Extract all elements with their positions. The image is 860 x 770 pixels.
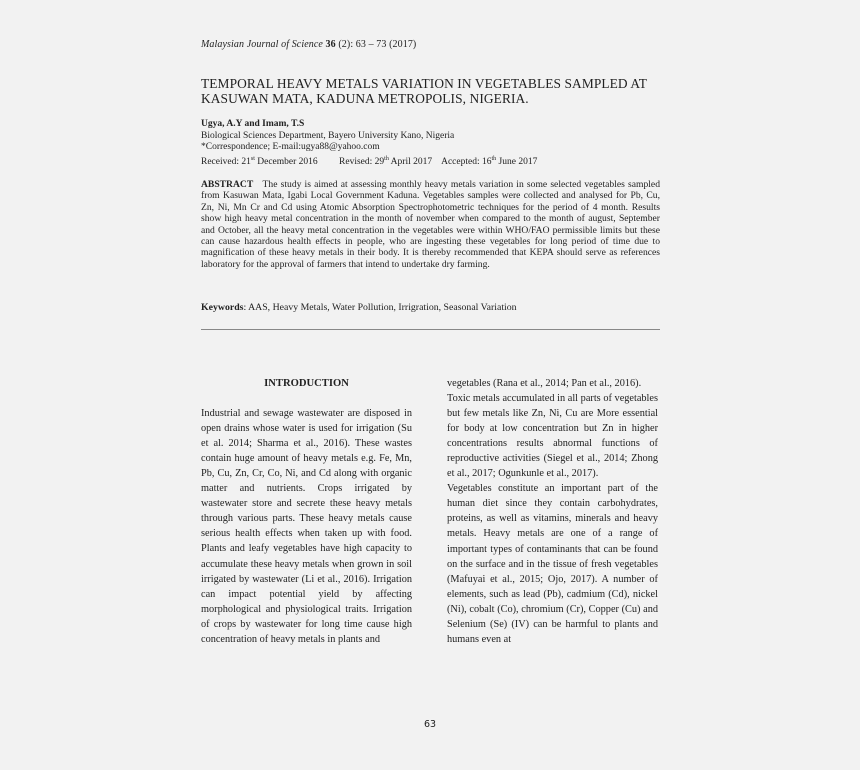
paper-title: TEMPORAL HEAVY METALS VARIATION IN VEGETABLES SAMPLED AT KASUWAN MATA, KADUNA METROPOLIS, NIGERIA.	[201, 76, 647, 106]
intro-paragraph-continued: vegetables (Rana et al., 2014; Pan et al., 2016).	[447, 378, 642, 389]
journal-issue-pages: (2): 63 – 73 (2017)	[338, 39, 417, 50]
page-number: 63	[424, 719, 437, 730]
journal-name: Malaysian Journal of Science	[201, 39, 323, 50]
abstract-text: The study is aimed at assessing monthly heavy metals variation in some selected vegetables sampled from Kasuwan Mata, Igabi Local Government Kaduna. Vegetables samples were collected and analysed for Pb, Cu, Zn, Ni, Mn Cr and Cd using Atomic Absorption Spectrophotometric techniques for the period of 4 month. Results show high heavy metal concentration in the month of november when compared to the month of august, September and October, all the heavy metal concentration in the vegetables were within WHO/FAO permissible limits but these can cause hazardous health effects in people, who are ingesting these vegetables for long period of time due to magnification of these heavy metals in their body. It is thereby recommended that KEPA should serve as references laboratory for the approval of farmers that intend to undertake dry farming.	[201, 179, 660, 270]
abstract-label: ABSTRACT	[201, 179, 254, 190]
section-heading: INTRODUCTION	[264, 378, 349, 389]
author-affiliation: Biological Sciences Department, Bayero University Kano, Nigeria	[201, 130, 455, 141]
intro-paragraph-1: Industrial and sewage wastewater are disposed in open drains whose water is used for irrigation (Su et al. 2014; Sharma et al., 2016). These wastes contain huge amount of heavy metals e.g. Fe, Mn, Pb, Cu, Zn, Cr, Co, Ni, and Cd along with organic matter and nutrients. Crops irrigated by wastewater store and secrete these heavy metals through various parts. These heavy metals cause serious health effects when taken up with food. Plants and leafy vegetables have high capacity to accumulate these heavy metals when grown in soil irrigated by wastewater (Li et al., 2016). Irrigation can impact potential yield by affecting morphological and physiological traits. Irrigation of crops by wastewater for long time cause high concentration of heavy metals in plants and	[201, 408, 412, 645]
right-column	[447, 376, 658, 647]
accepted-date: Accepted: 16th June 2017	[441, 155, 538, 167]
author-names: Ugya, A.Y and Imam, T.S	[201, 119, 305, 129]
journal-citation	[201, 39, 416, 50]
dates-line	[201, 154, 537, 169]
keywords	[201, 302, 517, 313]
revised-date: Revised: 29th April 2017	[339, 155, 433, 167]
intro-paragraph-2: Toxic metals accumulated in all parts of vegetables but few metals like Zn, Ni, Cu are More essential for body at low concentration but Zn in higher concentrations results abnormal functions of reproductive activities (Siegel et al., 2014; Zhong et al., 2017; Ogunkunle et al., 2017).	[447, 393, 658, 480]
author-block	[201, 119, 537, 168]
received-date: Received: 21st December 2016	[201, 155, 318, 167]
keywords-label: Keywords	[201, 302, 244, 313]
correspondence: *Correspondence; E-mail:ugya88@yahoo.com	[201, 142, 380, 152]
intro-paragraph-3: Vegetables constitute an important part of the human diet since they contain carbohydrates, proteins, as well as vitamins, minerals and heavy metals. Heavy metals are one of a range of important types of contaminants that can be found on the surface and in the tissue of fresh vegetables (Mafuyai et al., 2015; Ojo, 2017). A number of elements, such as lead (Pb), cadmium (Cd), nickel (Ni), cobalt (Co), chromium (Cr), Copper (Cu) and Selenium (Se) (IV) can be harmful to plants and humans even at	[447, 483, 658, 645]
left-column	[201, 376, 412, 647]
journal-volume: 36	[325, 39, 336, 50]
keywords-text: : AAS, Heavy Metals, Water Pollution, Irrigration, Seasonal Variation	[243, 302, 517, 313]
abstract	[201, 179, 660, 270]
divider	[201, 329, 660, 330]
